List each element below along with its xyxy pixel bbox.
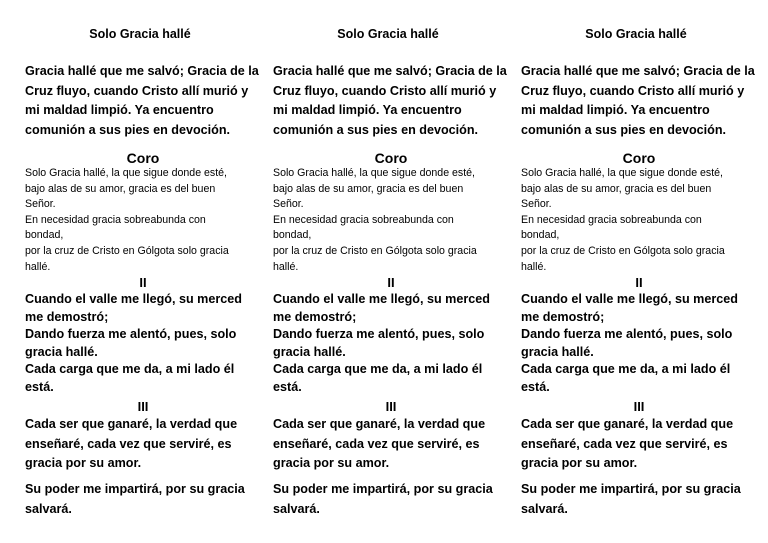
coro-line: Señor. xyxy=(521,198,552,211)
verse-2-line: me demostró; xyxy=(273,309,357,324)
coro-line: por la cruz de Cristo en Gólgota solo gracia xyxy=(25,244,229,257)
verse-2-line: está. xyxy=(25,379,54,394)
verse-1 xyxy=(521,62,757,140)
coro-line: hallé. xyxy=(521,260,547,273)
coro-line: bajo alas de su amor, gracia es del buen xyxy=(273,182,464,195)
verse-2-line: Cuando el valle me llegó, su merced xyxy=(521,292,738,306)
verse-3 xyxy=(273,415,509,474)
coro-line: bajo alas de su amor, gracia es del buen xyxy=(521,182,712,195)
coro-heading: Coro xyxy=(126,150,160,166)
coro-line: bondad, xyxy=(273,229,312,242)
verse-3 xyxy=(521,415,757,474)
coro-line: Solo Gracia hallé, la que sigue donde esté, xyxy=(521,167,724,179)
coro-line: hallé. xyxy=(25,260,51,273)
coro-line: En necesidad gracia sobreabunda con xyxy=(25,213,206,226)
final-line: salvará. xyxy=(521,501,568,516)
verse-2-line: Cada carga que me da, a mi lado él xyxy=(273,362,483,377)
coro-line: Señor. xyxy=(273,198,304,211)
verse-3-line: enseñaré, cada vez que serviré, es xyxy=(25,436,232,451)
coro-line: bondad, xyxy=(521,229,560,242)
verse-1-line: Cruz fluyo, cuando Cristo allí murió y xyxy=(521,83,745,98)
verse-3-numeral: III xyxy=(385,399,397,414)
verse-2-line: gracia hallé. xyxy=(273,344,346,359)
coro-text xyxy=(273,166,509,275)
verse-2-line: Cada carga que me da, a mi lado él xyxy=(521,362,731,377)
verse-2-line: Cada carga que me da, a mi lado él xyxy=(25,362,235,377)
coro-line: por la cruz de Cristo en Gólgota solo gracia xyxy=(273,244,477,257)
coro-line: Señor. xyxy=(25,198,56,211)
verse-2 xyxy=(25,291,261,397)
verse-2 xyxy=(273,291,509,397)
final-line: Su poder me impartirá, por su gracia xyxy=(521,482,741,496)
verse-1-line: Gracia hallé que me salvó; Gracia de la xyxy=(273,64,507,78)
song-title: Solo Gracia hallé xyxy=(89,27,191,41)
final-verse xyxy=(25,480,261,519)
verse-2-line: Cuando el valle me llegó, su merced xyxy=(25,292,242,306)
verse-2-numeral: II xyxy=(139,275,147,290)
final-line: Su poder me impartirá, por su gracia xyxy=(25,482,245,496)
verse-2-line: Dando fuerza me alentó, pues, solo xyxy=(521,327,733,342)
verse-2-line: Dando fuerza me alentó, pues, solo xyxy=(25,327,237,342)
verse-2 xyxy=(521,291,757,397)
verse-2-line: me demostró; xyxy=(25,309,109,324)
verse-3-line: Cada ser que ganaré, la verdad que xyxy=(521,417,734,431)
verse-2-line: está. xyxy=(521,379,550,394)
verse-3 xyxy=(25,415,261,474)
coro-line: por la cruz de Cristo en Gólgota solo gracia xyxy=(521,244,725,257)
final-line: Su poder me impartirá, por su gracia xyxy=(273,482,493,496)
verse-1-line: comunión a sus pies en devoción. xyxy=(273,122,479,137)
verse-2-numeral: II xyxy=(387,275,395,290)
final-line: salvará. xyxy=(25,501,72,516)
verse-3-numeral: III xyxy=(633,399,645,414)
verse-1-line: comunión a sus pies en devoción. xyxy=(25,122,231,137)
verse-2-line: Dando fuerza me alentó, pues, solo xyxy=(273,327,485,342)
verse-2-line: Cuando el valle me llegó, su merced xyxy=(273,292,490,306)
coro-line: En necesidad gracia sobreabunda con xyxy=(521,213,702,226)
coro-line: Solo Gracia hallé, la que sigue donde esté, xyxy=(273,167,476,179)
verse-2-line: gracia hallé. xyxy=(521,344,594,359)
verse-1-line: Cruz fluyo, cuando Cristo allí murió y xyxy=(273,83,497,98)
verse-3-line: Cada ser que ganaré, la verdad que xyxy=(273,417,486,431)
coro-heading: Coro xyxy=(622,150,656,166)
verse-1-line: mi maldad limpió. Ya encuentro xyxy=(521,103,710,117)
verse-1-line: Gracia hallé que me salvó; Gracia de la xyxy=(521,64,755,78)
verse-1-line: Cruz fluyo, cuando Cristo allí murió y xyxy=(25,83,249,98)
verse-2-numeral: II xyxy=(635,275,643,290)
verse-1 xyxy=(273,62,509,140)
song-title: Solo Gracia hallé xyxy=(585,27,687,41)
verse-3-line: enseñaré, cada vez que serviré, es xyxy=(521,436,728,451)
coro-line: bajo alas de su amor, gracia es del buen xyxy=(25,182,216,195)
verse-1-line: mi maldad limpió. Ya encuentro xyxy=(273,103,462,117)
verse-3-numeral: III xyxy=(137,399,149,414)
verse-3-line: gracia por su amor. xyxy=(273,456,390,470)
song-title: Solo Gracia hallé xyxy=(337,27,439,41)
final-line: salvará. xyxy=(273,501,320,516)
coro-text xyxy=(25,166,261,275)
verse-2-line: me demostró; xyxy=(521,309,605,324)
final-verse xyxy=(521,480,757,519)
coro-line: hallé. xyxy=(273,260,299,273)
verse-3-line: enseñaré, cada vez que serviré, es xyxy=(273,436,480,451)
verse-1-line: comunión a sus pies en devoción. xyxy=(521,122,727,137)
verse-1-line: Gracia hallé que me salvó; Gracia de la xyxy=(25,64,259,78)
coro-line: En necesidad gracia sobreabunda con xyxy=(273,213,454,226)
verse-2-line: gracia hallé. xyxy=(25,344,98,359)
coro-line: Solo Gracia hallé, la que sigue donde esté, xyxy=(25,167,228,179)
verse-3-line: gracia por su amor. xyxy=(521,456,638,470)
coro-line: bondad, xyxy=(25,229,64,242)
verse-1 xyxy=(25,62,261,140)
verse-3-line: Cada ser que ganaré, la verdad que xyxy=(25,417,238,431)
verse-3-line: gracia por su amor. xyxy=(25,456,142,470)
final-verse xyxy=(273,480,509,519)
coro-heading: Coro xyxy=(374,150,408,166)
coro-text xyxy=(521,166,757,275)
verse-2-line: está. xyxy=(273,379,302,394)
verse-1-line: mi maldad limpió. Ya encuentro xyxy=(25,103,214,117)
